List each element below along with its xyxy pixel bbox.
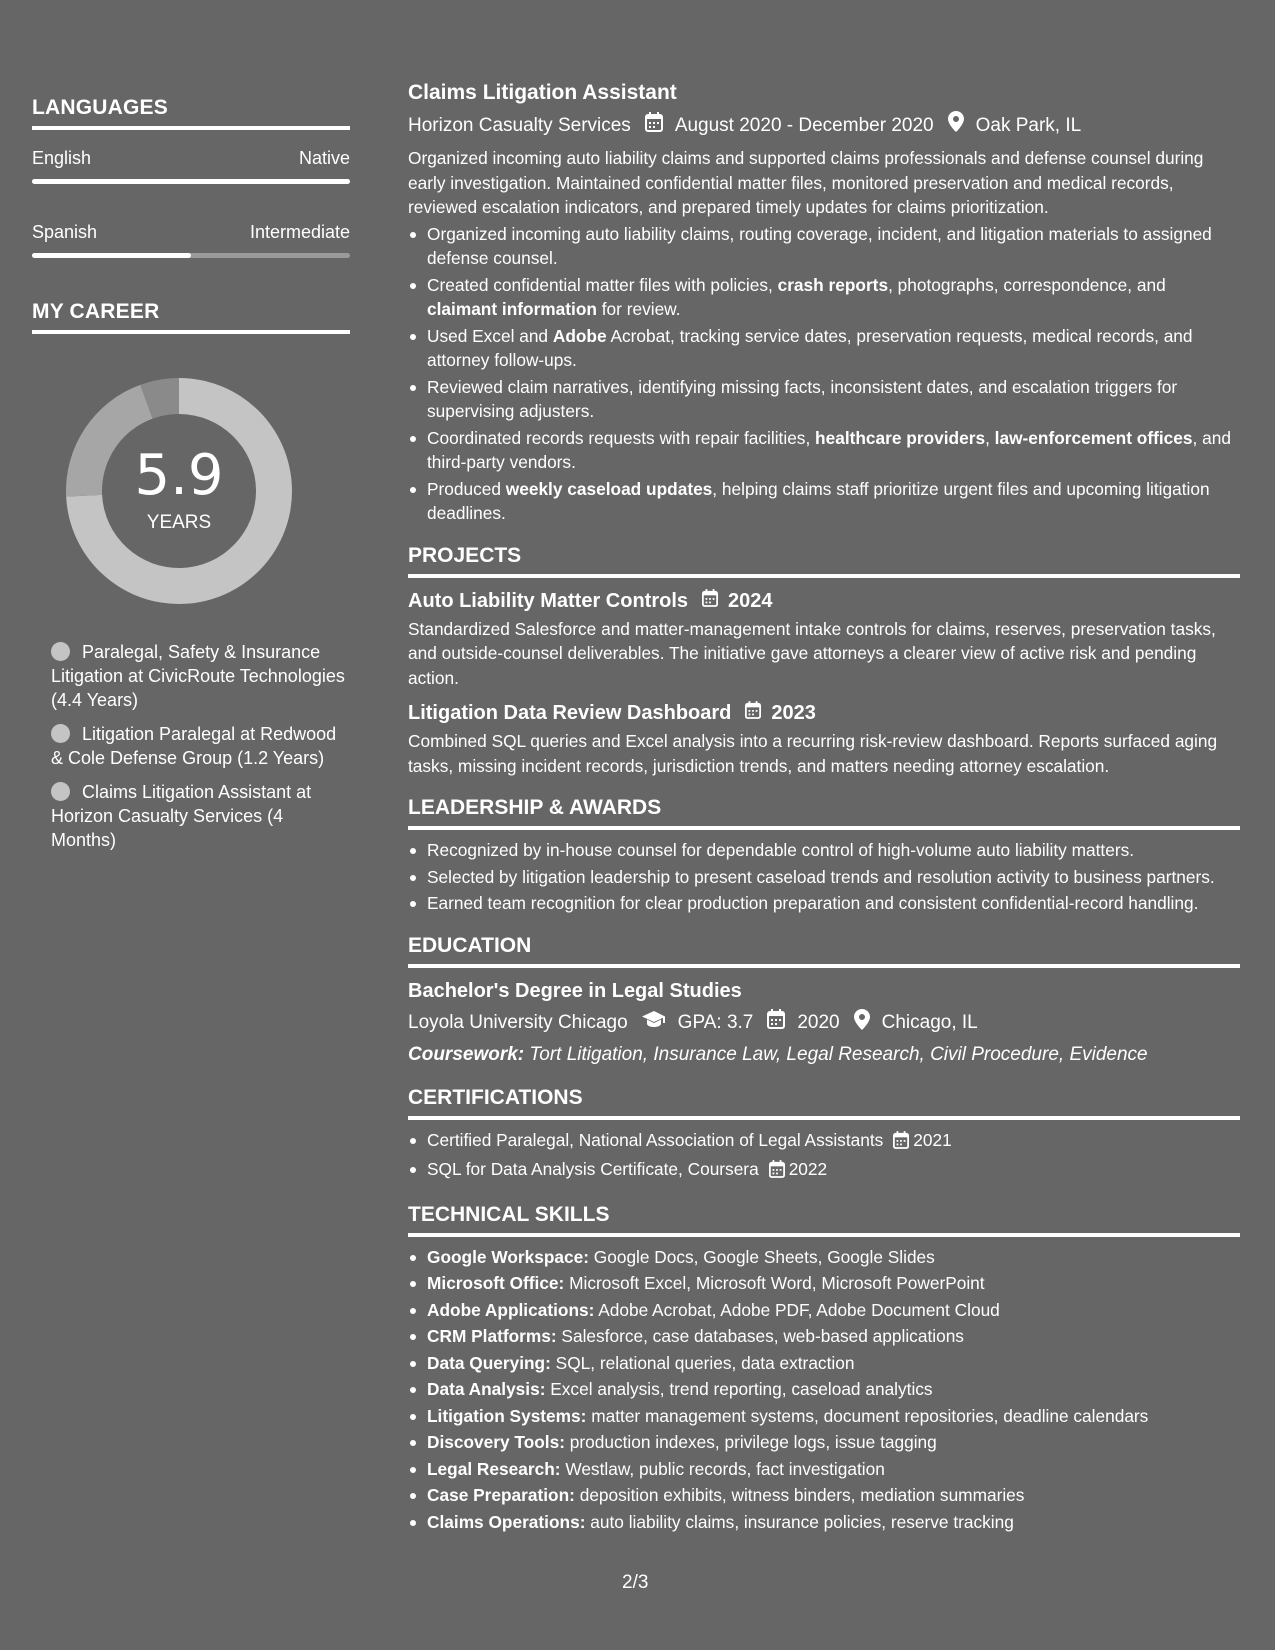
career-item-text: Litigation Paralegal at Redwood & Cole Defense Group (1.2 Years)	[51, 724, 337, 768]
job-bullet	[408, 375, 1240, 424]
job-bullets	[408, 222, 1240, 526]
skills-heading: TECHNICAL SKILLS	[408, 1201, 1240, 1237]
language-bar	[32, 179, 350, 184]
skill-label: Google Workspace:	[427, 1246, 589, 1267]
education-coursework	[408, 1042, 1240, 1068]
skill-value: production indexes, privilege logs, issue tagging	[564, 1432, 937, 1452]
job-company: Horizon Casualty Services	[408, 114, 631, 136]
certification-name: SQL for Data Analysis Certificate, Coursera	[427, 1159, 759, 1179]
job-bullet	[408, 426, 1240, 475]
bullet-text: Reviewed claim narratives, identifying missing facts, inconsistent dates, and escalation triggers for supervising adjusters.	[427, 376, 1178, 421]
calendar-icon	[645, 112, 663, 140]
job-bullet	[408, 222, 1240, 271]
location-pin-icon	[854, 1009, 870, 1038]
skill-item	[408, 1483, 1240, 1508]
skill-value: Adobe Acrobat, Adobe PDF, Adobe Document Cloud	[594, 1299, 1000, 1320]
leadership-heading: LEADERSHIP & AWARDS	[408, 794, 1240, 830]
main-content	[408, 80, 1240, 1536]
job-bullet	[408, 477, 1240, 526]
skill-item	[408, 1510, 1240, 1535]
bullet-text: for review.	[596, 299, 681, 319]
skill-item	[408, 1404, 1240, 1429]
job-bullet	[408, 324, 1240, 373]
project-year: 2024	[728, 589, 773, 612]
language-row	[32, 148, 350, 169]
skill-value: deposition exhibits, witness binders, mediation summaries	[574, 1485, 1025, 1505]
skill-label: Claims Operations:	[427, 1511, 586, 1532]
language-level: Native	[298, 148, 350, 168]
career-heading: MY CAREER	[32, 300, 350, 334]
job-bullet	[408, 273, 1240, 322]
career-item	[51, 640, 350, 712]
career-donut-center	[66, 378, 292, 604]
career-dot-icon	[51, 642, 70, 661]
coursework-list: Tort Litigation, Insurance Law, Legal Research, Civil Procedure, Evidence	[524, 1043, 1148, 1065]
skill-item	[408, 1351, 1240, 1376]
project-title-row	[408, 588, 1240, 614]
skill-item	[408, 1457, 1240, 1482]
job-dates: August 2020 - December 2020	[674, 114, 934, 136]
career-total-unit: YEARS	[146, 512, 212, 533]
location-pin-icon	[948, 111, 964, 140]
calendar-icon	[745, 700, 761, 726]
calendar-icon	[767, 1009, 785, 1037]
certifications-heading: CERTIFICATIONS	[408, 1084, 1240, 1120]
skill-label: Case Preparation:	[427, 1485, 575, 1505]
leadership-item: Earned team recognition for clear production preparation and consistent confidential-record handling.	[408, 891, 1240, 916]
skills-list	[408, 1245, 1240, 1535]
language-bar	[32, 253, 350, 258]
education-heading: EDUCATION	[408, 932, 1240, 968]
skill-label: Discovery Tools:	[427, 1432, 565, 1452]
bullet-text: , and third-party vendors.	[427, 427, 1231, 472]
skill-value: Google Docs, Google Sheets, Google Slides	[588, 1246, 935, 1267]
bullet-text: Acrobat, tracking service dates, preservation requests, medical records, and attorney follow-ups.	[427, 325, 1193, 370]
bullet-emphasis: Adobe	[552, 325, 607, 346]
bullet-emphasis: weekly caseload updates	[505, 478, 713, 499]
project-title-row	[408, 700, 1240, 726]
certification-year: 2021	[913, 1129, 952, 1150]
career-dot-icon	[51, 782, 70, 801]
bullet-emphasis: healthcare providers	[815, 427, 986, 448]
project-year: 2023	[771, 702, 816, 724]
certification-name: Certified Paralegal, National Association of Legal Assistants	[427, 1129, 884, 1150]
career-list	[32, 640, 350, 852]
education-degree: Bachelor's Degree in Legal Studies	[408, 979, 742, 1002]
education-gpa: GPA: 3.7	[677, 1012, 754, 1033]
skill-value: Salesforce, case databases, web-based applications	[556, 1326, 964, 1346]
skill-value: Westlaw, public records, fact investigation	[560, 1458, 885, 1479]
skill-value: auto liability claims, insurance policies, reserve tracking	[585, 1511, 1014, 1532]
education-school: Loyola University Chicago	[408, 1012, 628, 1033]
bullet-emphasis: law-enforcement offices	[994, 427, 1193, 448]
language-row	[32, 222, 350, 243]
skill-item	[408, 1245, 1240, 1270]
career-donut-chart	[66, 378, 292, 604]
bullet-emphasis: crash reports	[777, 274, 889, 295]
language-bar-fill	[32, 253, 191, 258]
leadership-list	[408, 838, 1240, 916]
skill-label: Adobe Applications:	[427, 1299, 595, 1320]
bullet-text: Produced	[427, 478, 506, 499]
project-description: Standardized Salesforce and matter-management intake controls for claims, reserves, preservation tasks, and outside-counsel deliverables. The initiative gave attorneys a clearer view of active risk and pending action.	[408, 618, 1216, 688]
bullet-emphasis: claimant information	[427, 299, 597, 319]
bullet-text: , helping claims staff prioritize urgent files and upcoming litigation deadlines.	[427, 478, 1210, 523]
skill-label: Litigation Systems:	[427, 1405, 587, 1426]
skill-label: Data Analysis:	[427, 1379, 546, 1399]
skill-value: Excel analysis, trend reporting, caseload analytics	[545, 1379, 933, 1399]
skill-item	[408, 1377, 1240, 1402]
sidebar	[32, 96, 350, 862]
job-meta	[408, 111, 1240, 140]
projects-heading: PROJECTS	[408, 542, 1240, 578]
language-name: Spanish	[32, 222, 98, 242]
certification-item	[408, 1128, 1240, 1156]
project-title: Auto Liability Matter Controls	[408, 589, 688, 612]
page-number: 2/3	[622, 1572, 649, 1593]
bullet-text: , photographs, correspondence, and	[888, 274, 1166, 295]
skill-item	[408, 1298, 1240, 1323]
language-level: Intermediate	[249, 222, 350, 242]
languages-list	[32, 148, 350, 258]
skill-value: matter management systems, document repositories, deadline calendars	[586, 1405, 1149, 1426]
bullet-text: Used Excel and	[427, 325, 553, 346]
career-total-value: 5.9	[134, 443, 224, 508]
project-title: Litigation Data Review Dashboard	[408, 702, 732, 724]
career-dot-icon	[51, 724, 70, 743]
projects-list	[408, 588, 1240, 779]
job-summary: Organized incoming auto liability claims and supported claims professionals and defense counsel during early investigation. Maintained confidential matter files, monitored preservation and medical records, reviewed escalation indicators, and prepared timely updates for claims prioritization.	[408, 148, 1204, 217]
skill-label: Legal Research:	[427, 1458, 561, 1479]
leadership-item: Recognized by in-house counsel for dependable control of high-volume auto liability matters.	[408, 838, 1240, 863]
career-item-text: Claims Litigation Assistant at Horizon Casualty Services (4 Months)	[51, 782, 312, 850]
calendar-icon	[769, 1160, 785, 1185]
skill-label: Microsoft Office:	[427, 1273, 565, 1293]
education-location: Chicago, IL	[881, 1012, 978, 1033]
skill-item	[408, 1430, 1240, 1455]
coursework-label: Coursework:	[408, 1043, 525, 1065]
certifications-list	[408, 1128, 1240, 1185]
bullet-text: Coordinated records requests with repair facilities,	[427, 427, 816, 448]
bullet-text: Created confidential matter files with policies,	[427, 274, 778, 295]
project-description: Combined SQL queries and Excel analysis into a recurring risk-review dashboard. Reports surfaced aging tasks, missing incident records, jurisdiction trends, and matters needing attorney escalation.	[408, 731, 1218, 776]
job-location: Oak Park, IL	[975, 114, 1082, 136]
graduation-cap-icon	[642, 1010, 666, 1036]
career-block	[32, 300, 350, 852]
career-item	[51, 722, 350, 770]
career-item-text: Paralegal, Safety & Insurance Litigation at CivicRoute Technologies (4.4 Years)	[51, 642, 345, 710]
skill-item	[408, 1271, 1240, 1296]
language-bar-fill	[32, 179, 350, 184]
leadership-item: Selected by litigation leadership to present caseload trends and resolution activity to business partners.	[408, 865, 1240, 890]
job-title: Claims Litigation Assistant	[408, 81, 677, 104]
skill-label: CRM Platforms:	[427, 1326, 557, 1346]
language-name: English	[32, 148, 92, 168]
bullet-text: ,	[985, 427, 995, 448]
skill-label: Data Querying:	[427, 1352, 551, 1373]
skill-value: Microsoft Excel, Microsoft Word, Microsoft PowerPoint	[564, 1273, 985, 1293]
bullet-text: Organized incoming auto liability claims, routing coverage, incident, and litigation materials to assigned defense counsel.	[427, 223, 1212, 268]
calendar-icon	[893, 1131, 909, 1156]
education-meta	[408, 1009, 1240, 1038]
languages-heading: LANGUAGES	[32, 96, 350, 130]
education-year: 2020	[797, 1012, 840, 1033]
career-item	[51, 780, 350, 852]
skill-item	[408, 1324, 1240, 1349]
certification-item	[408, 1157, 1240, 1185]
certification-year: 2022	[788, 1159, 828, 1179]
calendar-icon	[702, 588, 718, 614]
skill-value: SQL, relational queries, data extraction	[550, 1352, 855, 1373]
